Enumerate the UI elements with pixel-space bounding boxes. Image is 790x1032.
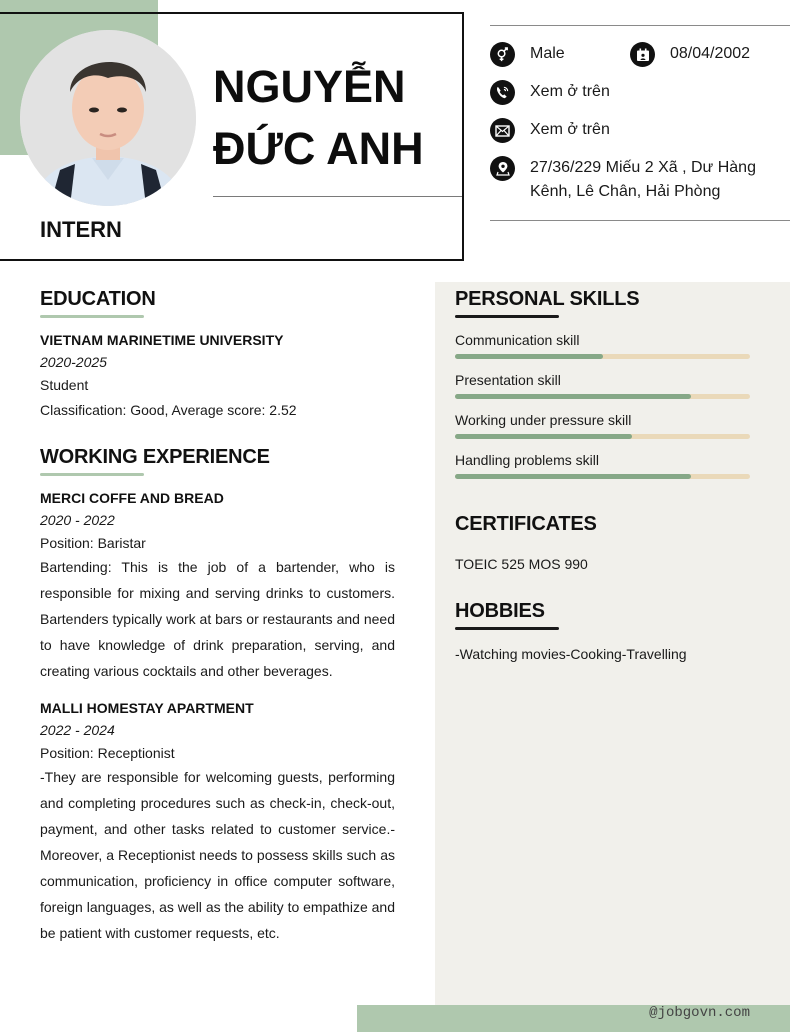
skill-item xyxy=(455,412,755,439)
job-title: INTERN xyxy=(40,217,122,242)
hobbies-section xyxy=(455,600,755,662)
heading-underline xyxy=(40,473,144,476)
school-name: VIETNAM MARINETIME UNIVERSITY xyxy=(40,332,284,348)
experience-position: Position: Receptionist xyxy=(40,745,175,761)
address-line-1: 27/36/229 Miếu 2 Xã , Dư Hàng xyxy=(530,159,756,176)
experience-item xyxy=(40,700,395,946)
skill-item xyxy=(455,372,755,399)
education-heading: EDUCATION xyxy=(40,288,156,310)
footer-watermark: @jobgovn.com xyxy=(649,1005,750,1021)
skill-bar-fill xyxy=(455,394,691,399)
name-line-2: ĐỨC ANH xyxy=(213,123,424,174)
education-role: Student xyxy=(40,377,89,393)
skill-bar xyxy=(455,394,750,399)
phone-icon xyxy=(490,80,515,105)
name-divider xyxy=(213,196,462,197)
candidate-name xyxy=(213,56,424,180)
hobbies-text: -Watching movies-Cooking-Travelling xyxy=(455,646,687,662)
skill-bar xyxy=(455,434,750,439)
skills-section xyxy=(455,288,755,479)
contact-bottom-divider xyxy=(490,220,790,221)
skill-bar-fill xyxy=(455,434,632,439)
skill-label: Communication skill xyxy=(455,332,580,348)
skills-heading: PERSONAL SKILLS xyxy=(455,288,640,310)
certificates-text: TOEIC 525 MOS 990 xyxy=(455,556,588,572)
skill-label: Presentation skill xyxy=(455,372,561,388)
phone-value: Xem ở trên xyxy=(530,83,610,100)
contact-phone xyxy=(490,80,610,105)
mail-icon xyxy=(490,118,515,143)
education-detail: Classification: Good, Average score: 2.52 xyxy=(40,402,297,418)
education-item xyxy=(40,332,395,418)
location-icon xyxy=(490,156,515,181)
heading-underline xyxy=(40,315,144,318)
experience-section xyxy=(40,446,395,946)
experience-item xyxy=(40,490,395,684)
name-line-1: NGUYỄN xyxy=(213,61,406,112)
experience-description: -They are responsible for welcoming guests, performing and completing procedures such as check-in, check-out, payment, and other tasks related to customer service.-Moreover, a Receptionist needs to possess skills such as communication, proficiency in office computer software, foreign languages, as well as the ability to empathize and be patient with customer requests, etc. xyxy=(40,769,395,941)
contact-gender xyxy=(490,42,565,67)
person-photo-icon xyxy=(20,30,196,206)
experience-period: 2020 - 2022 xyxy=(40,512,115,528)
contact-birthday xyxy=(630,42,750,67)
skill-label: Working under pressure skill xyxy=(455,412,632,428)
skill-bar-fill xyxy=(455,474,691,479)
gender-icon xyxy=(490,42,515,67)
address-value xyxy=(530,156,756,204)
certificates-heading: CERTIFICATES xyxy=(455,513,597,535)
footer-bar xyxy=(357,1005,790,1032)
skill-label: Handling problems skill xyxy=(455,452,599,468)
skill-bar xyxy=(455,474,750,479)
gender-value: Male xyxy=(530,45,565,62)
heading-underline xyxy=(455,315,559,318)
contact-email xyxy=(490,118,610,143)
hobbies-heading: HOBBIES xyxy=(455,600,545,622)
sidebar-column xyxy=(455,288,755,662)
skill-item xyxy=(455,452,755,479)
skill-item xyxy=(455,332,755,359)
profile-photo xyxy=(20,30,196,206)
heading-underline xyxy=(455,627,559,630)
education-period: 2020-2025 xyxy=(40,354,107,370)
calendar-icon xyxy=(630,42,655,67)
experience-description: Bartending: This is the job of a bartender, who is responsible for mixing and serving drinks to customers. Bartenders typically work at bars or restaurants and need to have knowledge of drink preparation, serving, and creating various cocktails and other beverages. xyxy=(40,559,395,679)
skill-bar xyxy=(455,354,750,359)
contact-address xyxy=(490,156,756,204)
address-line-2: Kênh, Lê Chân, Hải Phòng xyxy=(530,183,721,200)
company-name: MALLI HOMESTAY APARTMENT xyxy=(40,700,254,716)
education-section xyxy=(40,288,395,418)
experience-heading: WORKING EXPERIENCE xyxy=(40,446,270,468)
skill-bar-fill xyxy=(455,354,603,359)
birthday-value: 08/04/2002 xyxy=(670,45,751,62)
main-column xyxy=(40,288,395,946)
certificates-section xyxy=(455,513,755,572)
email-value: Xem ở trên xyxy=(530,121,610,138)
contact-top-divider xyxy=(490,25,790,26)
experience-position: Position: Baristar xyxy=(40,535,146,551)
experience-period: 2022 - 2024 xyxy=(40,722,115,738)
company-name: MERCI COFFE AND BREAD xyxy=(40,490,224,506)
